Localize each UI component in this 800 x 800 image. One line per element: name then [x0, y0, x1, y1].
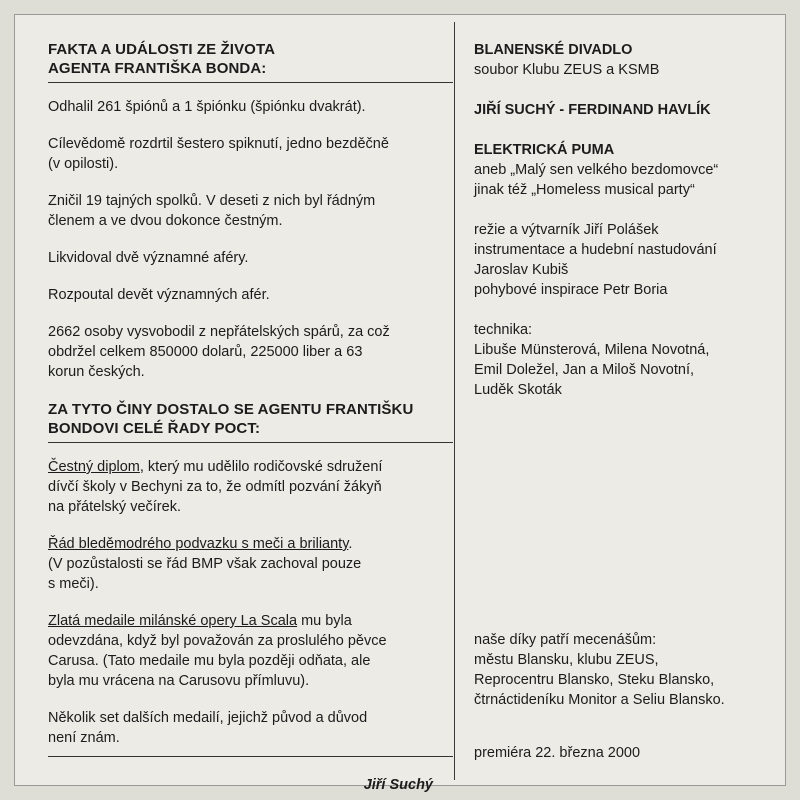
- fact-paragraph: Odhalil 261 špiónů a 1 špiónku (špiónku dvakrát).: [48, 99, 366, 115]
- honor-paragraph: Čestný diplom, který mu udělilo rodičovské sdružení dívčí školy v Bechyni za to, že odmítl pozvání žákyň na přátelský večírek.: [48, 459, 383, 515]
- authors-line: JIŘÍ SUCHÝ - FERDINAND HAVLÍK: [474, 102, 711, 118]
- column-divider: [454, 22, 455, 780]
- facts-heading: FAKTA A UDÁLOSTI ZE ŽIVOTA AGENTA FRANTIŠKA BONDA:: [48, 41, 276, 77]
- honor-title: Řád bleděmodrého podvazku s meči a brilianty: [48, 536, 349, 552]
- theatre-name: BLANENSKÉ DIVADLO: [474, 42, 633, 58]
- fact-paragraph: Zničil 19 tajných spolků. V deseti z nich byl řádným členem a ve dvou dokonce čestným.: [48, 193, 376, 229]
- honor-title: Zlatá medaile milánské opery La Scala: [48, 613, 298, 629]
- right-column: [474, 40, 779, 770]
- bottom-rule: [48, 756, 453, 757]
- subtitle-line: aneb „Malý sen velkého bezdomovce“: [474, 162, 719, 178]
- closing-paragraph: Několik set dalších medailí, jejichž původ a důvod není znám.: [48, 710, 368, 746]
- ensemble-line: soubor Klubu ZEUS a KSMB: [474, 62, 660, 78]
- honor-paragraph: Řád bleděmodrého podvazku s meči a brilianty. (V pozůstalosti se řád BMP však zachoval pouze s meči).: [48, 536, 362, 592]
- premiere-date: premiéra 22. března 2000: [474, 745, 641, 761]
- honors-heading: ZA TYTO ČINY DOSTALO SE AGENTU FRANTIŠKU BONDOVI CELÉ ŘADY POCT:: [48, 401, 414, 437]
- honor-paragraph: Zlatá medaile milánské opery La Scala mu byla odevzdána, když byl považován za proslulého pěvce Carusa. (Tato medaile mu byla později odňata, ale byla mu vrácena na Carusovu přímluvu).: [48, 613, 387, 689]
- play-title: ELEKTRICKÁ PUMA: [474, 142, 615, 158]
- heading-rule: [48, 82, 453, 83]
- heading-rule: [48, 442, 453, 443]
- honor-title: Čestný diplom: [48, 459, 140, 475]
- technical-crew: technika: Libuše Münsterová, Milena Novotná, Emil Doležel, Jan a Miloš Novotní, Luděk Skoták: [474, 322, 710, 398]
- author-signature: Jiří Suchý: [363, 777, 433, 793]
- credits: režie a výtvarník Jiří Polášek instrumentace a hudební nastudování Jaroslav Kubiš pohybové inspirace Petr Boria: [474, 222, 717, 298]
- subtitle-line: jinak též „Homeless musical party“: [474, 182, 695, 198]
- fact-paragraph: 2662 osoby vysvobodil z nepřátelských spárů, za což obdržel celkem 850000 dolarů, 225000 liber a 63 korun českých.: [48, 324, 390, 380]
- sponsors: naše díky patří mecenášům: městu Blansku, klubu ZEUS, Reprocentru Blansko, Steku Blansko, čtrnáctideníku Monitor a Seliu Blansko.: [474, 632, 725, 708]
- left-column: [48, 40, 433, 795]
- fact-paragraph: Likvidoval dvě významné aféry.: [48, 250, 249, 266]
- fact-paragraph: Cílevědomě rozdrtil šestero spiknutí, jedno bezděčně (v opilosti).: [48, 136, 389, 172]
- fact-paragraph: Rozpoutal devět významných afér.: [48, 287, 270, 303]
